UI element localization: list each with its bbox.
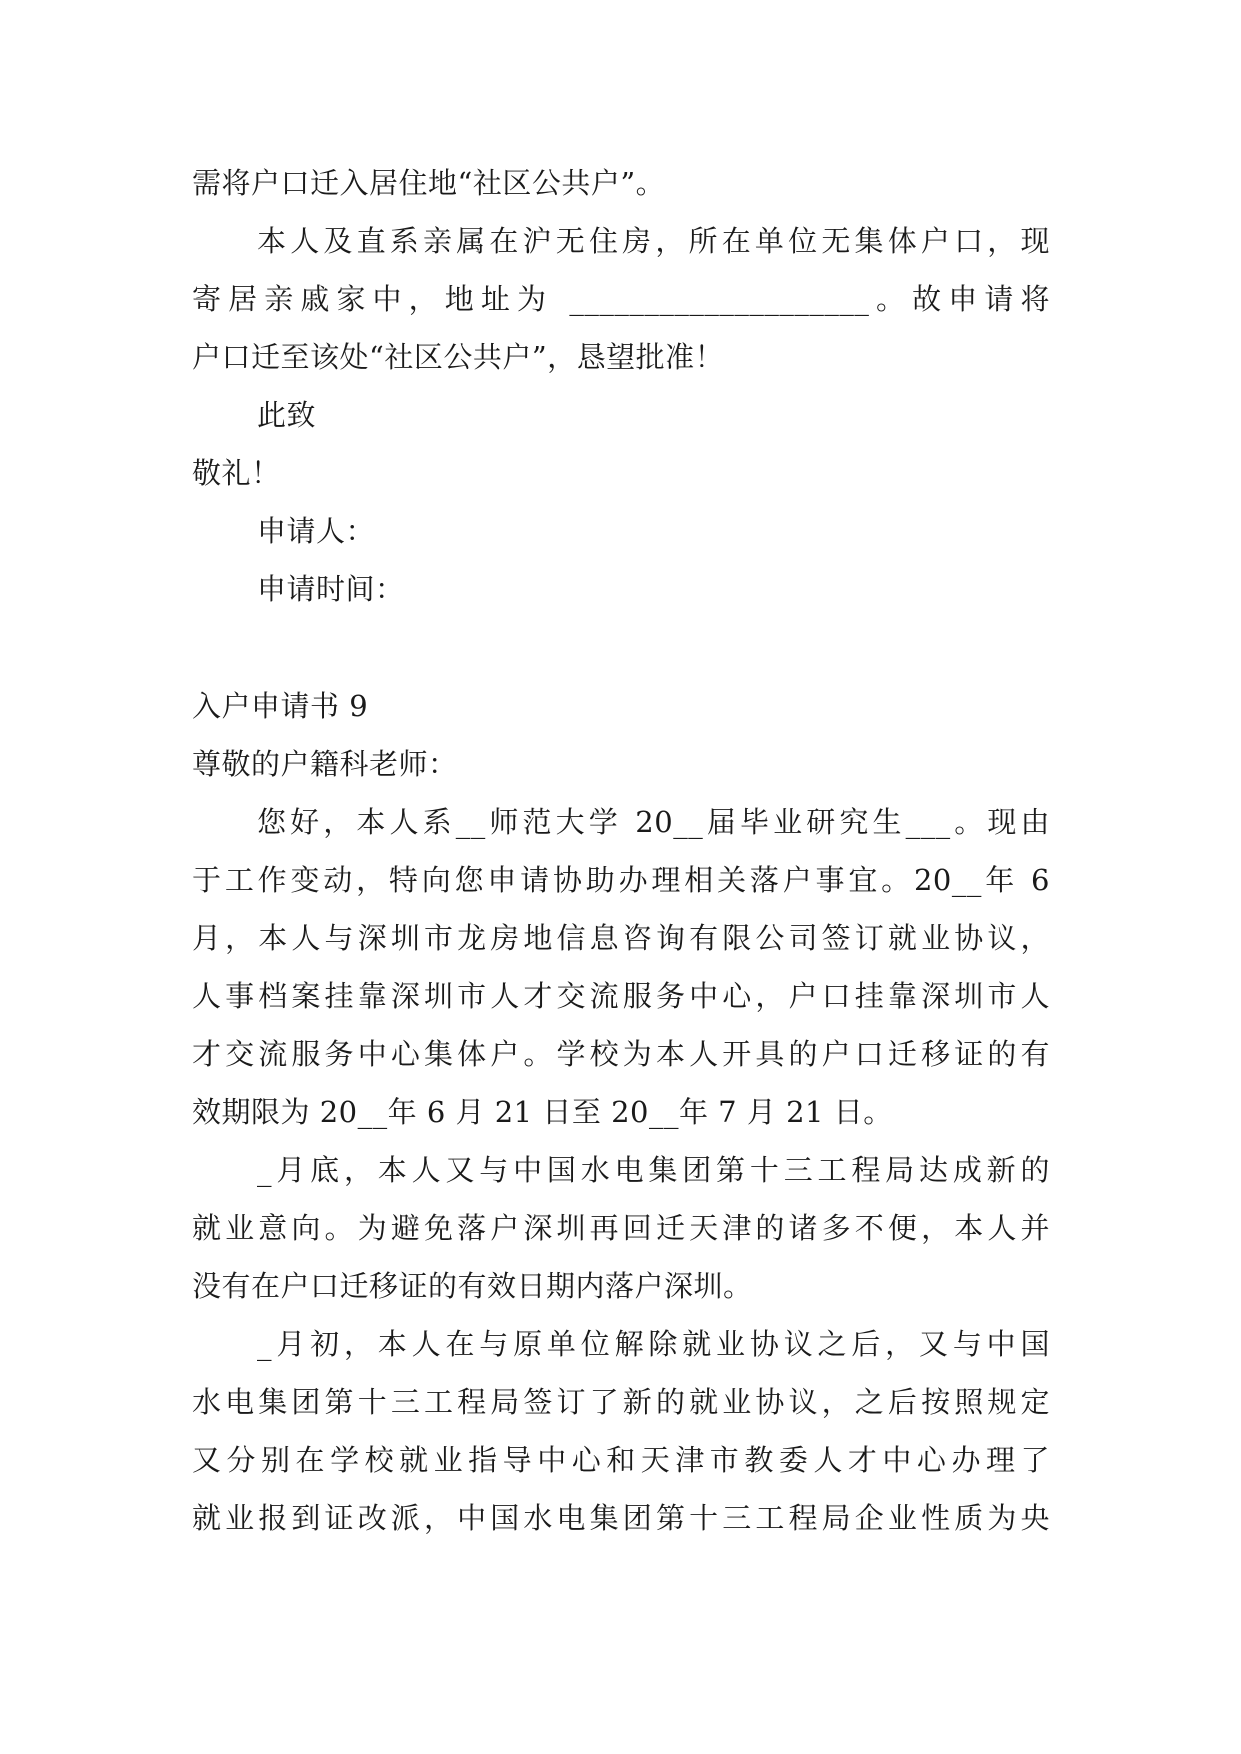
paragraph-line: 需将户口迁入居住地“社区公共户”。: [192, 166, 666, 200]
greeting-line: 尊敬的户籍科老师：: [192, 747, 458, 781]
closing-respect: 敬礼！: [192, 456, 281, 490]
applicant-label: 申请人：: [257, 514, 376, 548]
closing-salutation: 此致: [257, 398, 317, 432]
paragraph-line: 才交流服务中心集体户。学校为本人开具的户口迁移证的有: [192, 1037, 1050, 1071]
paragraph-line: 就业报到证改派，中国水电集团第十三工程局企业性质为央: [192, 1501, 1050, 1535]
paragraph-line: 户口迁至该处“社区公共户”，恳望批准！: [192, 340, 725, 374]
section-title: 入户申请书 9: [192, 689, 369, 723]
paragraph-line: 水电集团第十三工程局签订了新的就业协议，之后按照规定: [192, 1385, 1050, 1419]
paragraph-line: 人事档案挂靠深圳市人才交流服务中心，户口挂靠深圳市人: [192, 979, 1050, 1013]
paragraph-line: 本人及直系亲属在沪无住房，所在单位无集体户口，现: [257, 224, 1050, 258]
application-date-label: 申请时间：: [257, 572, 405, 606]
paragraph-line: _月底，本人又与中国水电集团第十三工程局达成新的: [257, 1153, 1050, 1187]
paragraph-line: 月，本人与深圳市龙房地信息咨询有限公司签订就业协议，: [192, 921, 1050, 955]
paragraph-line: 效期限为 20__年 6 月 21 日至 20__年 7 月 21 日。: [192, 1095, 893, 1129]
paragraph-line: 没有在户口迁移证的有效日期内落户深圳。: [192, 1269, 753, 1303]
paragraph-line: 您好，本人系__师范大学 20__届毕业研究生___。现由: [257, 805, 1050, 839]
paragraph-line: 就业意向。为避免落户深圳再回迁天津的诸多不便，本人并: [192, 1211, 1050, 1245]
paragraph-line: 于工作变动，特向您申请协助办理相关落户事宜。20__年 6: [192, 863, 1050, 897]
paragraph-line: 又分别在学校就业指导中心和天津市教委人才中心办理了: [192, 1443, 1050, 1477]
paragraph-line: 寄居亲戚家中，地址为 ____________________。故申请将: [192, 282, 1050, 316]
paragraph-line: _月初，本人在与原单位解除就业协议之后，又与中国: [257, 1327, 1050, 1361]
